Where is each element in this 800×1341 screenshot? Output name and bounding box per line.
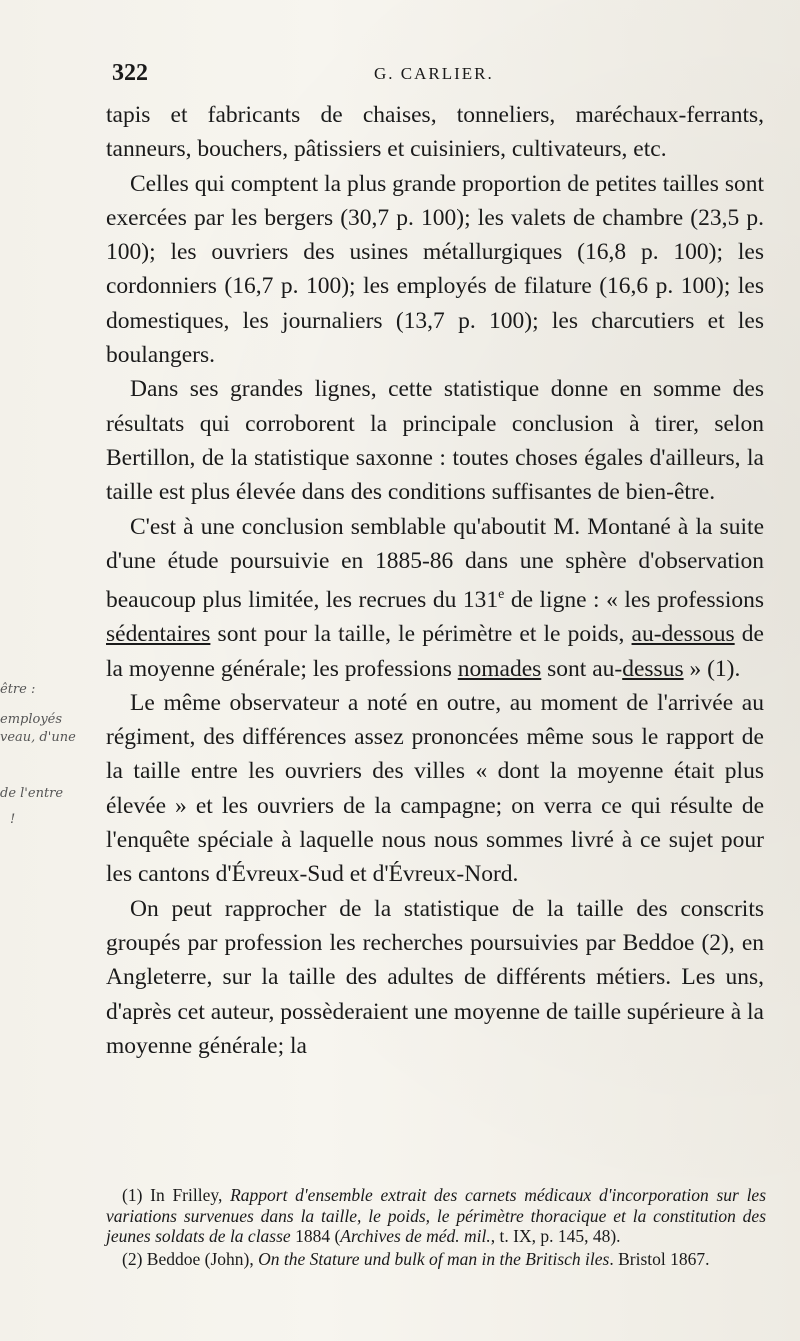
paragraph (106, 98, 764, 167)
paragraph (106, 167, 764, 373)
margin-annotation: veau, d'une (0, 730, 76, 745)
text-segment: tapis et fabricants de chaises, tonneliers, maréchaux-ferrants, tanneurs, bouchers, pâtissiers et cuisiniers, cultivateurs, etc. (106, 102, 764, 163)
footnote-pre: Beddoe (John), (146, 1248, 259, 1269)
footnote (106, 1249, 766, 1270)
footnote-title: On the Stature und bulk of man in the Britisch iles (258, 1248, 610, 1269)
footnote-num: (1) (122, 1185, 151, 1205)
page-number: 322 (112, 60, 148, 86)
text-segment: C'est à une conclusion semblable qu'aboutit M. Montané à la suite d'une étude poursuivie en 1885-86 dans une sphère d'observation beaucoup plus limitée, les recrues du 131 (106, 513, 764, 613)
body-text (106, 98, 764, 1063)
footnote-post: 1884 ( (295, 1226, 341, 1246)
footnote-pre: In Frilley, (150, 1185, 231, 1205)
margin-annotation: employés (0, 712, 63, 727)
footnote-num: (2) (122, 1248, 147, 1269)
margin-annotation: ! (10, 812, 16, 827)
footnote (106, 1185, 766, 1247)
text-segment: Celles qui comptent la plus grande proportion de petites tailles sont exercées par les bergers (30,7 p. 100); les valets de chambre (23,5 p. 100); les ouvriers des usines métallurgiques (16,8 p. 100); les cordonniers (16,7 p. 100); les employés de filature (16,6 p. 100); les domestiques, les journaliers (13,7 p. 100); les charcutiers et les boulangers. (106, 170, 764, 369)
text-segment: Dans ses grandes lignes, cette statistique donne en somme des résultats qui corroborent la principale conclusion à tirer, selon Bertillon, de la statistique saxonne : toutes choses égales d'ailleurs, la taille est plus élevée dans des conditions suffisantes de bien-être. (106, 376, 764, 506)
text-segment: de ligne : « les professions (504, 586, 764, 613)
paragraph (106, 510, 764, 686)
paragraph (106, 892, 764, 1063)
margin-annotation: de l'entre (0, 786, 64, 801)
underlined-word: sédentaires (106, 621, 211, 648)
page-header (112, 60, 752, 90)
text-segment: » (1). (683, 655, 741, 682)
underlined-word: dessus (622, 655, 684, 682)
running-head: G. CARLIER. (374, 64, 494, 83)
footnote-title2: Archives de méd. mil. (340, 1226, 491, 1246)
paragraph (106, 372, 764, 509)
footnote-post: . Bristol 1867. (609, 1248, 710, 1269)
superscript: e (498, 587, 505, 603)
paragraph (106, 686, 764, 892)
footnotes (106, 1185, 766, 1271)
margin-annotation: être : (0, 682, 36, 697)
text-segment: de la moyenne générale; les professions (106, 621, 764, 682)
text-segment: On peut rapprocher de la statistique de la taille des conscrits groupés par profession les recherches poursuivies par Beddoe (2), en Angleterre, sur la taille des adultes de différents métiers. Les uns, d'après cet auteur, possèderaient une moyenne de taille supérieure à la moyenne générale; la (106, 895, 764, 1059)
footnote-tail: , t. IX, p. 145, 48). (490, 1226, 621, 1246)
text-segment: sont pour la taille, le périmètre et le poids, (210, 621, 632, 648)
underlined-word: nomades (457, 655, 542, 682)
text-segment: sont au- (541, 655, 623, 682)
footnote-title: Rapport d'ensemble extrait des carnets médicaux d'incorporation sur les variations survenues dans la taille, le poids, le périmètre thoracique et la constitution des jeunes soldats de la classe (106, 1185, 767, 1246)
underlined-word: au-dessous (631, 621, 735, 648)
text-segment: Le même observateur a noté en outre, au moment de l'arrivée au régiment, des différences assez prononcées même sous le rapport de la taille entre les ouvriers des villes « dont la moyenne était plus élevée » et les ouvriers de la campagne; on verra ce qui résulte de l'enquête spéciale à laquelle nous nous sommes livré à ce sujet pour les cantons d'Évreux-Sud et d'Évreux-Nord. (106, 689, 764, 888)
